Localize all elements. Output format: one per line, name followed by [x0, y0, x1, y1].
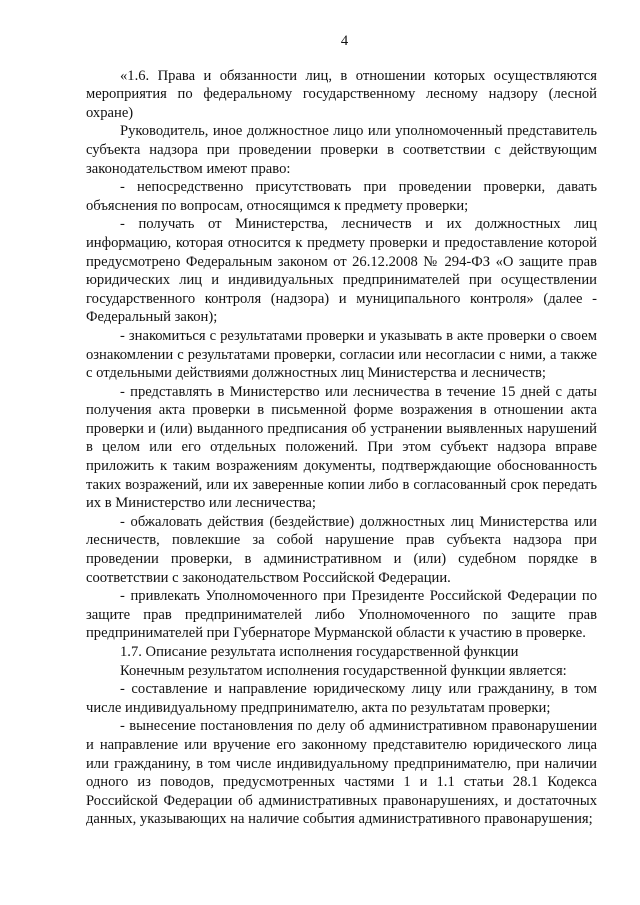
right-review-results: - знакомиться с результатами проверки и указывать в акте проверки о своем ознакомлении с результатами проверки, согласии или несогласии с ними, а также с отдельными действиями должностных лиц Министерства и лесничеств;: [86, 327, 597, 382]
right-attend-inspection: - непосредственно присутствовать при проведении проверки, давать объяснения по вопросам, относящимся к предмету проверки;: [86, 179, 597, 214]
section-1-6-heading: «1.6. Права и обязанности лиц, в отношении которых осуществляются мероприятия по федеральному государственному лесному надзору (лесной охране): [86, 67, 597, 121]
page-number: 4: [340, 33, 349, 49]
right-receive-information: - получать от Министерства, лесничеств и их должностных лиц информацию, которая относится к предмету проверки и предоставление которой предусмотрено Федеральным законом от 26.12.2008 № 294-ФЗ «О защите прав юридических лиц и индивидуальных предпринимателей при осуществлении государственного контроля (надзора) и муниципального контроля» (далее - Федеральный закон);: [86, 216, 597, 326]
result-inspection-act: - составление и направление юридическому лицу или гражданину, в том числе индивидуальному предпринимателю, акта по результатам проверки;: [86, 681, 597, 716]
right-submit-objections: - представлять в Министерство или лесничества в течение 15 дней с даты получения акта проверки в письменной форме возражения в отношении акта проверки и (или) выданного предписания об устранении выявленных нарушений в целом или его отдельных положений. При этом субъект надзора вправе приложить к таким возражениям документы, подтверждающие обоснованность таких возражений, или их заверенные копии либо в согласованный срок передать их в Министерство или лесничества;: [86, 383, 597, 512]
final-result-intro: Конечным результатом исполнения государственной функции является:: [120, 662, 567, 679]
right-appeal-actions: - обжаловать действия (бездействие) должностных лиц Министерства или лесничеств, повлекшие за собой нарушение прав субъекта надзора при проведении проверки, в административном и (или) судебном порядке в соответствии с законодательством Российской Федерации.: [86, 513, 597, 586]
rights-intro-paragraph: Руководитель, иное должностное лицо или уполномоченный представитель субъекта надзора при проведении проверки в соответствии с действующим законодательством имеют право:: [86, 123, 597, 177]
right-involve-ombudsman: - привлекать Уполномоченного при Президенте Российской Федерации по защите прав предпринимателей либо Уполномоченного по защите прав предпринимателей при Губернаторе Мурманской области к участию в проверке.: [86, 588, 597, 642]
section-1-7-heading: 1.7. Описание результата исполнения государственной функции: [120, 644, 519, 660]
result-administrative-ruling: - вынесение постановления по делу об административном правонарушении и направление или вручение его законному представителю юридического лица или гражданину, в том числе индивидуальному предпринимателю, при наличии одного из поводов, предусмотренных частями 1 и 1.1 статьи 28.1 Кодекса Российской Федерации об административных правонарушениях, и достаточных данных, указывающих на наличие события административного правонарушения;: [86, 718, 597, 828]
